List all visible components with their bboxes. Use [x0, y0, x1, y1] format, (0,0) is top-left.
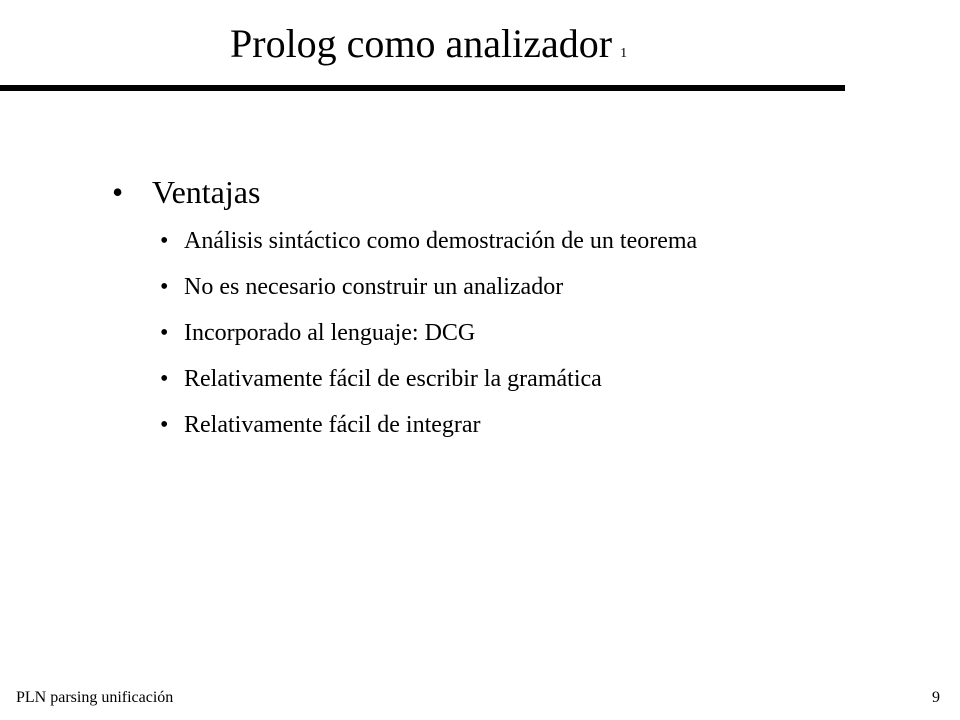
- main-bullet-text: Ventajas: [152, 174, 261, 210]
- bullet-icon: •: [160, 366, 169, 392]
- slide-title-text: Prolog como analizador: [230, 21, 613, 66]
- slide-title-subscript: 1: [620, 46, 628, 61]
- sub-bullet-text: No es necesario construir un analizador: [184, 274, 564, 300]
- sub-bullet-text: Relativamente fácil de integrar: [184, 412, 481, 438]
- sub-bullet-text: Relativamente fácil de escribir la gramática: [184, 366, 602, 392]
- bullet-icon: •: [160, 412, 169, 438]
- slide-title: [230, 18, 627, 80]
- footer-page-number: 9: [932, 689, 940, 706]
- main-bullet: [112, 172, 260, 212]
- sub-bullet-item: [160, 224, 800, 258]
- bullet-icon: •: [160, 274, 169, 300]
- sub-bullet-text: Análisis sintáctico como demostración de un teorema: [184, 228, 698, 254]
- sub-bullet-list: [160, 224, 800, 454]
- bullet-icon: •: [112, 174, 124, 210]
- footer-course-label: PLN parsing unificación: [16, 689, 174, 706]
- sub-bullet-item: [160, 316, 800, 350]
- sub-bullet-item: [160, 270, 800, 304]
- bullet-icon: •: [160, 228, 169, 254]
- sub-bullet-text: Incorporado al lenguaje: DCG: [184, 320, 476, 346]
- sub-bullet-item: [160, 408, 800, 442]
- sub-bullet-item: [160, 362, 800, 396]
- bullet-icon: •: [160, 320, 169, 346]
- title-divider: [0, 85, 845, 91]
